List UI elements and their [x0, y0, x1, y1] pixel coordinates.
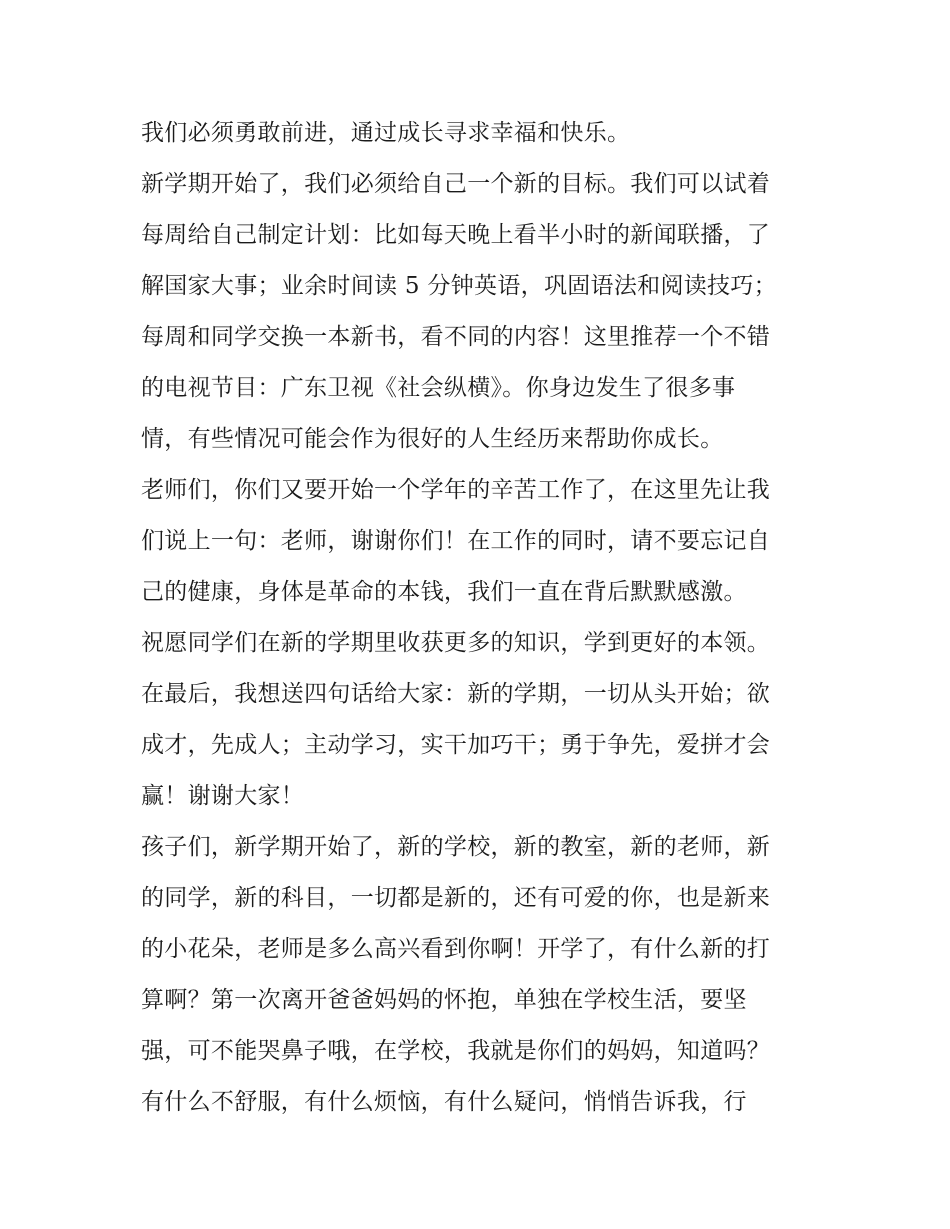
text-line: 强，可不能哭鼻子哦，在学校，我就是你们的妈妈，知道吗？ — [141, 1038, 771, 1064]
text-line: 己的健康，身体是革命的本钱，我们一直在背后默默感激。 — [141, 579, 747, 605]
text-line: 成才，先成人；主动学习，实干加巧干；勇于争先，爱拼才会 — [141, 732, 771, 758]
text-line: 祝愿同学们在新的学期里收获更多的知识，学到更好的本领。 — [141, 630, 771, 656]
text-line: 解国家大事；业余时间读 5 分钟英语，巩固语法和阅读技巧； — [141, 273, 777, 299]
text-line: 孩子们，新学期开始了，新的学校，新的教室，新的老师，新 — [141, 834, 771, 860]
text-line: 赢！谢谢大家！ — [141, 783, 305, 809]
text-line: 老师们，你们又要开始一个学年的辛苦工作了，在这里先让我 — [141, 477, 771, 503]
text-line: 的小花朵，老师是多么高兴看到你啊！开学了，有什么新的打 — [141, 936, 771, 962]
text-line: 每周给自己制定计划：比如每天晚上看半小时的新闻联播，了 — [141, 222, 771, 248]
text-line: 的电视节目：广东卫视《社会纵横》。你身边发生了很多事 — [141, 375, 736, 401]
text-line: 新学期开始了，我们必须给自己一个新的目标。我们可以试着 — [141, 171, 771, 197]
text-line: 情，有些情况可能会作为很好的人生经历来帮助你成长。 — [141, 426, 724, 452]
text-line: 算啊？第一次离开爸爸妈妈的怀抱，单独在学校生活，要坚 — [141, 987, 747, 1013]
text-line: 在最后，我想送四句话给大家：新的学期，一切从头开始；欲 — [141, 681, 771, 707]
text-line: 的同学，新的科目，一切都是新的，还有可爱的你，也是新来 — [141, 885, 771, 911]
document-body — [141, 108, 821, 1128]
text-line: 有什么不舒服，有什么烦恼，有什么疑问，悄悄告诉我，行 — [141, 1089, 747, 1115]
text-line: 我们必须勇敢前进，通过成长寻求幸福和快乐。 — [141, 120, 631, 146]
text-line: 们说上一句：老师，谢谢你们！在工作的同时，请不要忘记自 — [141, 528, 771, 554]
text-line: 每周和同学交换一本新书，看不同的内容！这里推荐一个不错 — [141, 324, 771, 350]
